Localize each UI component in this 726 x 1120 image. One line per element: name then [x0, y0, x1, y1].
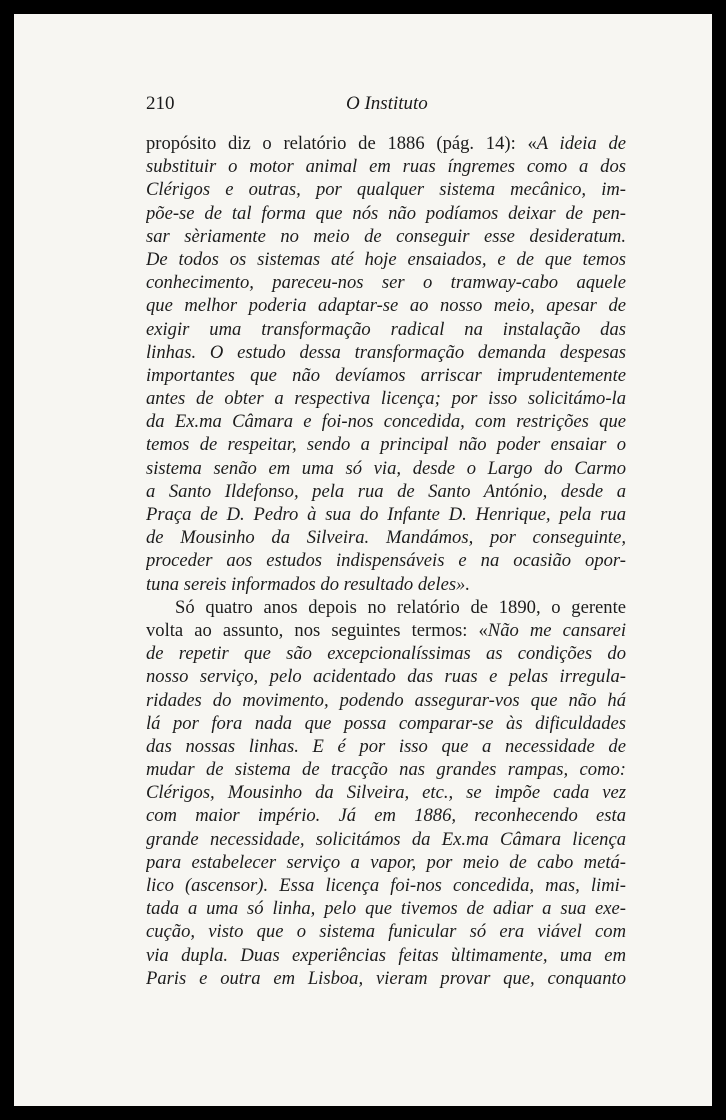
text-line: [146, 318, 626, 341]
text-italic-segment: sar sèriamente no meio de conseguir esse desideratum.: [146, 225, 626, 247]
text-italic-segment: via dupla. Duas experiências feitas ùltimamente, uma em: [146, 944, 626, 966]
text-line: [146, 549, 626, 572]
text-italic-segment: A ideia de: [536, 133, 626, 154]
text-line: [146, 828, 626, 851]
text-line: [146, 433, 626, 456]
text-line: [146, 897, 626, 920]
body-text: [146, 132, 626, 990]
text-line: [146, 874, 626, 897]
text-line: [146, 155, 626, 178]
text-italic-segment: proceder aos estudos indispensáveis e na ocasião opor-: [146, 550, 626, 572]
text-line: [146, 944, 626, 967]
text-line: [146, 735, 626, 758]
text-italic-segment: Não me cansarei: [487, 619, 626, 641]
text-italic-segment: linhas. O estudo dessa transformação demanda despesas: [146, 341, 626, 363]
text-italic-segment: Praça de D. Pedro à sua do Infante D. Henrique, pela rua: [146, 504, 626, 525]
text-italic-segment: põe-se de tal forma que nós não podíamos deixar de pen-: [146, 202, 626, 224]
text-line: [146, 178, 626, 201]
text-line: [146, 387, 626, 410]
text-line: [146, 457, 626, 480]
text-italic-segment: importantes que não devíamos arriscar imprudentemente: [146, 364, 626, 386]
text-italic-segment: ridades do movimento, podendo assegurar-vos que não há: [146, 689, 626, 711]
text-italic-segment: grande necessidade, solicitámos da Ex.ma Câmara licença: [146, 828, 626, 850]
text-line: [146, 758, 626, 781]
text-roman-segment: volta ao assunto, nos seguintes termos: «: [146, 619, 488, 641]
text-italic-segment: Clérigos, Mousinho da Silveira, etc., se impõe cada vez: [146, 782, 626, 804]
page-header: [146, 93, 626, 117]
running-head: O Instituto: [346, 93, 428, 114]
text-italic-segment: das nossas linhas. E é por isso que a necessidade de: [146, 735, 626, 757]
text-line: [146, 712, 626, 735]
text-italic-segment: De todos os sistemas até hoje ensaiados, e de que temos: [146, 248, 626, 270]
text-roman-segment: Só quatro anos depois no relatório de 1890, o gerente: [175, 596, 626, 618]
text-line: [146, 920, 626, 943]
text-line: [146, 689, 626, 712]
text-italic-segment: lá por fora nada que possa comparar-se às dificuldades: [146, 712, 626, 734]
text-roman-segment: propósito diz o relatório de 1886 (pág. 14): «: [146, 133, 537, 154]
text-line: [146, 642, 626, 665]
text-line: [146, 503, 626, 526]
text-line: [146, 665, 626, 688]
text-line: [146, 781, 626, 804]
text-italic-segment: a Santo Ildefonso, pela rua de Santo António, desde a: [146, 480, 626, 502]
text-italic-segment: tada a uma só linha, pelo que tivemos de adiar a sua exe-: [146, 898, 626, 920]
text-line: [146, 132, 626, 155]
text-italic-segment: conhecimento, pareceu-nos ser o tramway-cabo aquele: [146, 272, 626, 294]
text-italic-segment: de Mousinho da Silveira. Mandámos, por conseguinte,: [146, 527, 626, 549]
text-italic-segment: substituir o motor animal em ruas íngremes como a dos: [146, 156, 626, 178]
text-italic-segment: sistema senão em uma só via, desde o Largo do Carmo: [146, 457, 626, 479]
text-line: [146, 526, 626, 549]
text-line: [146, 341, 626, 364]
text-line: [146, 225, 626, 248]
text-line: [146, 573, 626, 596]
text-line: [146, 294, 626, 317]
text-italic-segment: da Ex.ma Câmara e foi-nos concedida, com restrições que: [146, 411, 626, 433]
text-italic-segment: nosso serviço, pelo acidentado das ruas e pelas irregula-: [146, 666, 626, 688]
text-italic-segment: de repetir que são excepcionalíssimas as condições do: [146, 643, 626, 665]
text-line: [146, 480, 626, 503]
text-line: [146, 202, 626, 225]
text-line: [146, 619, 626, 642]
text-line: [146, 596, 626, 619]
text-italic-segment: temos de respeitar, sendo a principal não poder ensaiar o: [146, 434, 626, 456]
text-line: [146, 248, 626, 271]
text-italic-segment: tuna sereis informados do resultado deles».: [146, 573, 471, 595]
text-italic-segment: lico (ascensor). Essa licença foi-nos concedida, mas, limi-: [146, 875, 626, 896]
text-italic-segment: exigir uma transformação radical na instalação das: [146, 318, 626, 340]
text-line: [146, 851, 626, 874]
text-italic-segment: que melhor poderia adaptar-se ao nosso meio, apesar de: [146, 295, 626, 317]
text-italic-segment: mudar de sistema de tracção nas grandes rampas, como:: [146, 759, 626, 781]
page-number: 210: [146, 93, 175, 114]
text-line: [146, 410, 626, 433]
text-italic-segment: para estabelecer serviço a vapor, por meio de cabo metá-: [146, 851, 626, 873]
text-line: [146, 967, 626, 990]
text-line: [146, 364, 626, 387]
text-italic-segment: Paris e outra em Lisboa, vieram provar que, conquanto: [146, 967, 626, 989]
text-italic-segment: com maior império. Já em 1886, reconhecendo esta: [146, 805, 626, 827]
text-line: [146, 271, 626, 294]
text-italic-segment: Clérigos e outras, por qualquer sistema mecânico, im-: [146, 179, 626, 201]
text-line: [146, 804, 626, 827]
text-italic-segment: antes de obter a respectiva licença; por isso solicitámo-la: [146, 388, 626, 410]
text-italic-segment: cução, visto que o sistema funicular só era viável com: [146, 921, 626, 943]
